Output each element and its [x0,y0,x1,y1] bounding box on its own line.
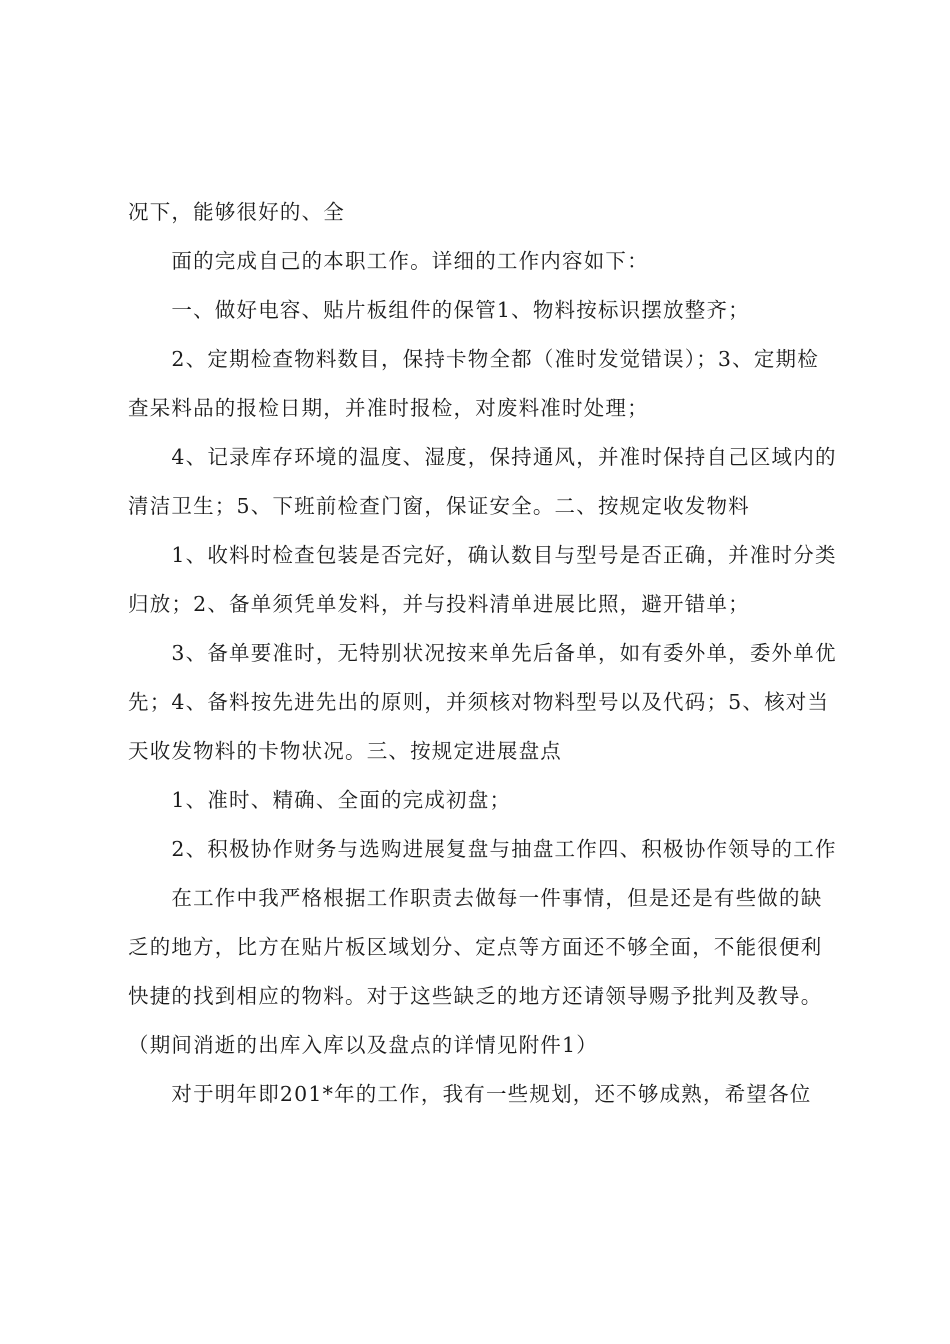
paragraph-11: 对于明年即201*年的工作，我有一些规划，还不够成熟，希望各位 [128,1082,812,1106]
paragraph-9: 2、积极协作财务与选购进展复盘与抽盘工作四、积极协作领导的工作 [128,837,837,861]
paragraph-3: 一、做好电容、贴片板组件的保管1、物料按标识摆放整齐； [128,298,750,322]
paragraph-8: 1、准时、精确、全面的完成初盘； [128,788,512,812]
paragraph-10: 在工作中我严格根据工作职责去做每一件事情，但是还是有些做的缺乏的地方，比方在贴片板区域划分、定点等方面还不够全面，不能很便利快捷的找到相应的物料。对于这些缺乏的地方还请领导赐予批判及教导。（期间消逝的出库入库以及盘点的详情见附件1） [128,886,823,1057]
paragraph-1: 况下，能够很好的、全 [128,200,345,224]
paragraph-4: 2、定期检查物料数目，保持卡物全都（准时发觉错误）；3、定期检查呆料品的报检日期，并准时报检，对废料准时处理； [128,347,819,420]
document-body [128,188,838,1119]
paragraph-6: 1、收料时检查包装是否完好，确认数目与型号是否正确，并准时分类归放；2、备单须凭单发料，并与投料清单进展比照，避开错单； [128,543,837,616]
paragraph-2: 面的完成自己的本职工作。详细的工作内容如下： [128,249,649,273]
paragraph-5: 4、记录库存环境的温度、湿度，保持通风，并准时保持自己区域内的清洁卫生；5、下班前检查门窗，保证安全。二、按规定收发物料 [128,445,837,518]
paragraph-7: 3、备单要准时，无特别状况按来单先后备单，如有委外单，委外单优先；4、备料按先进先出的原则，并须核对物料型号以及代码；5、核对当天收发物料的卡物状况。三、按规定进展盘点 [128,641,837,763]
